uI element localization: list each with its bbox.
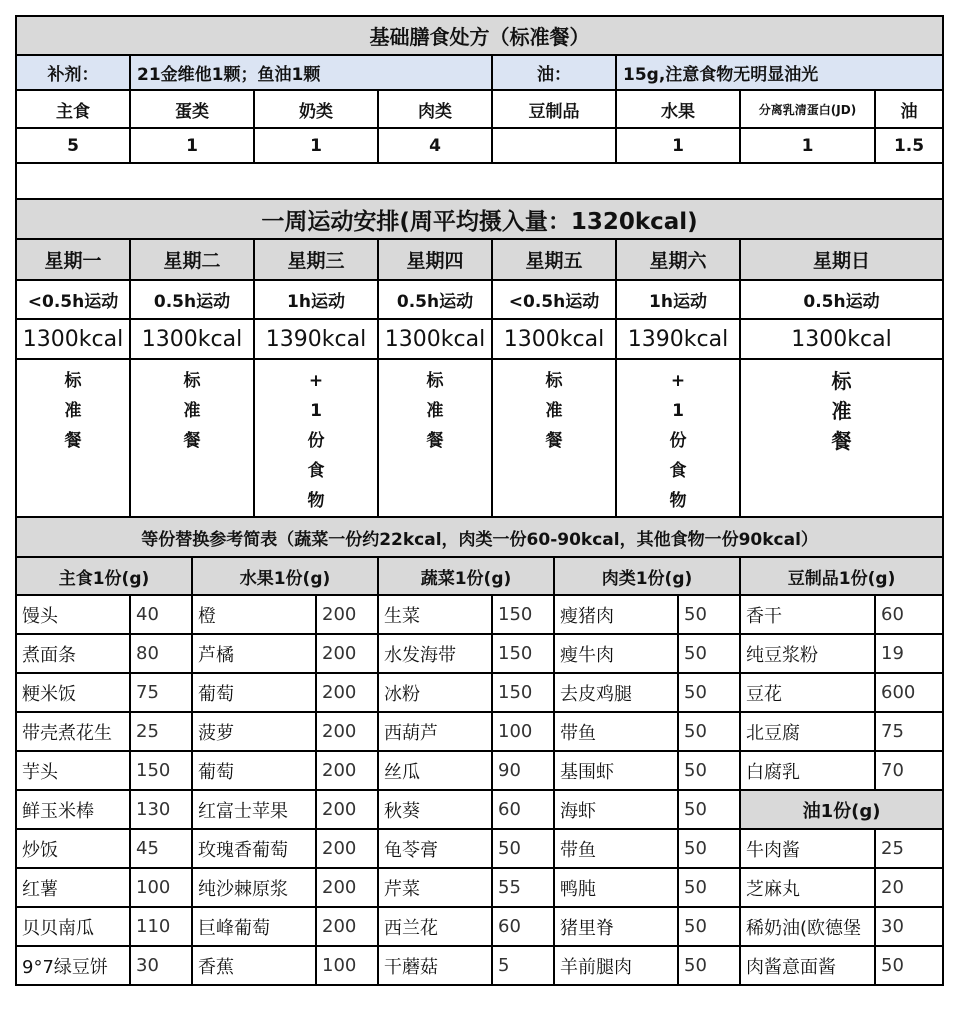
portion-grams: 200 <box>316 634 378 673</box>
portion-grams: 30 <box>875 907 943 946</box>
table-row <box>16 829 943 868</box>
food-name: 海虾 <box>554 790 678 829</box>
portion-grams: 130 <box>130 790 192 829</box>
spacer-row <box>16 163 943 199</box>
duration-cell: 0.5h运动 <box>378 280 492 319</box>
meal-note-cell <box>16 359 130 517</box>
category-cell: 主食 <box>16 90 130 128</box>
portion-grams: 80 <box>130 634 192 673</box>
portion-grams: 200 <box>316 673 378 712</box>
food-name: 巨峰葡萄 <box>192 907 316 946</box>
portion-grams: 5 <box>492 946 554 985</box>
food-name: 鸭肫 <box>554 868 678 907</box>
table-row <box>16 634 943 673</box>
food-name: 纯豆浆粉 <box>740 634 875 673</box>
kcal-cell: 1300kcal <box>16 319 130 359</box>
duration-cell: 1h运动 <box>616 280 740 319</box>
food-name: 粳米饭 <box>16 673 130 712</box>
category-cell: 水果 <box>616 90 740 128</box>
exchange-header: 蔬菜1份(g) <box>378 557 554 595</box>
portion-grams: 25 <box>130 712 192 751</box>
food-name: 带壳煮花生 <box>16 712 130 751</box>
exchange-header: 肉类1份(g) <box>554 557 740 595</box>
kcal-cell: 1300kcal <box>492 319 616 359</box>
table-row <box>16 790 943 829</box>
meal-note-row <box>16 359 943 517</box>
weekday-cell: 星期二 <box>130 239 254 280</box>
kcal-cell: 1300kcal <box>378 319 492 359</box>
food-name: 冰粉 <box>378 673 492 712</box>
table-row <box>16 712 943 751</box>
food-name: 羊前腿肉 <box>554 946 678 985</box>
exchange-header: 豆制品1份(g) <box>740 557 943 595</box>
food-name: 纯沙棘原浆 <box>192 868 316 907</box>
spacer-cell <box>16 163 943 199</box>
portion-grams: 60 <box>492 790 554 829</box>
weekly-title: 一周运动安排(周平均摄入量：1320kcal) <box>16 199 943 239</box>
meal-note-text: + 1 份 食 物 <box>307 371 325 511</box>
meal-note-text: 标 准 餐 <box>183 371 201 451</box>
kcal-cell: 1390kcal <box>254 319 378 359</box>
food-name: 香蕉 <box>192 946 316 985</box>
meal-note-cell <box>254 359 378 517</box>
food-name: 基围虾 <box>554 751 678 790</box>
exchange-title-row <box>16 517 943 557</box>
weekday-cell: 星期六 <box>616 239 740 280</box>
portion-grams: 150 <box>130 751 192 790</box>
food-name: 瘦牛肉 <box>554 634 678 673</box>
amount-cell: 1 <box>740 128 875 163</box>
portion-grams: 200 <box>316 868 378 907</box>
table-row <box>16 868 943 907</box>
meal-note-cell <box>616 359 740 517</box>
duration-row <box>16 280 943 319</box>
portion-grams: 200 <box>316 751 378 790</box>
food-name: 鲜玉米棒 <box>16 790 130 829</box>
duration-cell: 0.5h运动 <box>740 280 943 319</box>
food-name: 馒头 <box>16 595 130 634</box>
food-name: 红富士苹果 <box>192 790 316 829</box>
portion-grams: 100 <box>316 946 378 985</box>
amount-cell: 4 <box>378 128 492 163</box>
exchange-title: 等份替换参考简表（蔬菜一份约22kcal，肉类一份60-90kcal，其他食物一份90kcal） <box>16 517 943 557</box>
portion-grams: 55 <box>492 868 554 907</box>
portion-grams: 20 <box>875 868 943 907</box>
diet-sheet <box>15 15 942 986</box>
portion-grams: 150 <box>492 595 554 634</box>
meal-note-cell <box>130 359 254 517</box>
kcal-row <box>16 319 943 359</box>
portion-grams: 50 <box>678 868 740 907</box>
food-name: 豆花 <box>740 673 875 712</box>
weekday-cell: 星期四 <box>378 239 492 280</box>
amount-cell: 1 <box>254 128 378 163</box>
food-name: 丝瓜 <box>378 751 492 790</box>
portion-grams: 110 <box>130 907 192 946</box>
portion-grams: 45 <box>130 829 192 868</box>
kcal-cell: 1390kcal <box>616 319 740 359</box>
portion-grams: 50 <box>678 829 740 868</box>
food-name: 红薯 <box>16 868 130 907</box>
weekday-cell: 星期一 <box>16 239 130 280</box>
category-cell: 分离乳清蛋白(JD) <box>740 90 875 128</box>
food-name: 菠萝 <box>192 712 316 751</box>
meal-note-text: 标 准 餐 <box>831 369 852 453</box>
food-name: 去皮鸡腿 <box>554 673 678 712</box>
weekly-title-row <box>16 199 943 239</box>
amount-cell: 1.5 <box>875 128 943 163</box>
food-name: 葡萄 <box>192 751 316 790</box>
portion-grams: 50 <box>678 634 740 673</box>
portion-grams: 19 <box>875 634 943 673</box>
category-cell: 奶类 <box>254 90 378 128</box>
oil-portion-header: 油1份(g) <box>740 790 943 829</box>
duration-cell: <0.5h运动 <box>16 280 130 319</box>
portion-grams: 200 <box>316 712 378 751</box>
portion-grams: 200 <box>316 790 378 829</box>
section-table <box>15 15 944 200</box>
food-name: 生菜 <box>378 595 492 634</box>
portion-grams: 50 <box>678 790 740 829</box>
portion-grams: 60 <box>492 907 554 946</box>
food-name: 北豆腐 <box>740 712 875 751</box>
table-row <box>16 751 943 790</box>
portion-grams: 100 <box>130 868 192 907</box>
oil-value: 15g,注意食物无明显油光 <box>616 55 943 90</box>
food-name: 贝贝南瓜 <box>16 907 130 946</box>
category-cell: 肉类 <box>378 90 492 128</box>
meal-note-text: 标 准 餐 <box>64 371 82 451</box>
food-name: 玫瑰香葡萄 <box>192 829 316 868</box>
meal-note-text: 标 准 餐 <box>545 371 563 451</box>
food-name: 葡萄 <box>192 673 316 712</box>
food-name: 牛肉酱 <box>740 829 875 868</box>
meal-note-cell <box>492 359 616 517</box>
portion-grams: 100 <box>492 712 554 751</box>
kcal-cell: 1300kcal <box>130 319 254 359</box>
food-name: 炒饭 <box>16 829 130 868</box>
food-name: 西葫芦 <box>378 712 492 751</box>
food-name: 肉酱意面酱 <box>740 946 875 985</box>
table-row <box>16 907 943 946</box>
portion-grams: 200 <box>316 595 378 634</box>
food-name: 带鱼 <box>554 829 678 868</box>
meal-note-text: 标 准 餐 <box>426 371 444 451</box>
portion-grams: 50 <box>875 946 943 985</box>
portion-grams: 150 <box>492 634 554 673</box>
exchange-header-row <box>16 557 943 595</box>
amount-cell: 1 <box>616 128 740 163</box>
oil-label: 油： <box>492 55 616 90</box>
amount-cell: 5 <box>16 128 130 163</box>
portion-grams: 50 <box>678 751 740 790</box>
food-name: 秋葵 <box>378 790 492 829</box>
portion-grams: 30 <box>130 946 192 985</box>
portion-grams: 50 <box>678 946 740 985</box>
portion-grams: 200 <box>316 829 378 868</box>
food-name: 芝麻丸 <box>740 868 875 907</box>
exchange-header: 水果1份(g) <box>192 557 378 595</box>
portion-grams: 90 <box>492 751 554 790</box>
supplement-value: 21金维他1颗；鱼油1颗 <box>130 55 492 90</box>
category-cell: 豆制品 <box>492 90 616 128</box>
food-name: 芹菜 <box>378 868 492 907</box>
portion-grams: 70 <box>875 751 943 790</box>
portion-grams: 50 <box>678 595 740 634</box>
supplement-label: 补剂： <box>16 55 130 90</box>
table-row <box>16 946 943 985</box>
amount-cell <box>492 128 616 163</box>
food-name: 西兰花 <box>378 907 492 946</box>
portion-grams: 50 <box>492 829 554 868</box>
portion-grams: 60 <box>875 595 943 634</box>
category-cell: 蛋类 <box>130 90 254 128</box>
food-name: 橙 <box>192 595 316 634</box>
weekday-row <box>16 239 943 280</box>
food-name: 水发海带 <box>378 634 492 673</box>
portion-grams: 25 <box>875 829 943 868</box>
food-name: 煮面条 <box>16 634 130 673</box>
table-row <box>16 595 943 634</box>
section-table <box>15 516 944 986</box>
kcal-cell: 1300kcal <box>740 319 943 359</box>
meal-note-cell <box>378 359 492 517</box>
food-name: 猪里脊 <box>554 907 678 946</box>
portion-grams: 75 <box>875 712 943 751</box>
section-table <box>15 198 944 518</box>
supplement-row <box>16 55 943 90</box>
portion-grams: 200 <box>316 907 378 946</box>
prescription-title: 基础膳食处方（标准餐） <box>16 16 943 55</box>
table-row <box>16 673 943 712</box>
food-name: 龟苓膏 <box>378 829 492 868</box>
portion-grams: 50 <box>678 712 740 751</box>
duration-cell: 0.5h运动 <box>130 280 254 319</box>
amount-cell: 1 <box>130 128 254 163</box>
weekday-cell: 星期五 <box>492 239 616 280</box>
portion-grams: 50 <box>678 673 740 712</box>
food-name: 干蘑菇 <box>378 946 492 985</box>
food-name: 芋头 <box>16 751 130 790</box>
prescription-title-row <box>16 16 943 55</box>
weekday-cell: 星期日 <box>740 239 943 280</box>
portion-grams: 40 <box>130 595 192 634</box>
food-name: 芦橘 <box>192 634 316 673</box>
exchange-header: 主食1份(g) <box>16 557 192 595</box>
food-name: 带鱼 <box>554 712 678 751</box>
weekday-cell: 星期三 <box>254 239 378 280</box>
portion-grams: 600 <box>875 673 943 712</box>
food-name: 9°7绿豆饼 <box>16 946 130 985</box>
meal-note-cell <box>740 359 943 517</box>
food-name: 瘦猪肉 <box>554 595 678 634</box>
duration-cell: <0.5h运动 <box>492 280 616 319</box>
amount-row <box>16 128 943 163</box>
food-name: 稀奶油(欧德堡 <box>740 907 875 946</box>
portion-grams: 150 <box>492 673 554 712</box>
portion-grams: 75 <box>130 673 192 712</box>
category-row <box>16 90 943 128</box>
meal-note-text: + 1 份 食 物 <box>669 371 687 511</box>
portion-grams: 50 <box>678 907 740 946</box>
duration-cell: 1h运动 <box>254 280 378 319</box>
food-name: 香干 <box>740 595 875 634</box>
category-cell: 油 <box>875 90 943 128</box>
food-name: 白腐乳 <box>740 751 875 790</box>
